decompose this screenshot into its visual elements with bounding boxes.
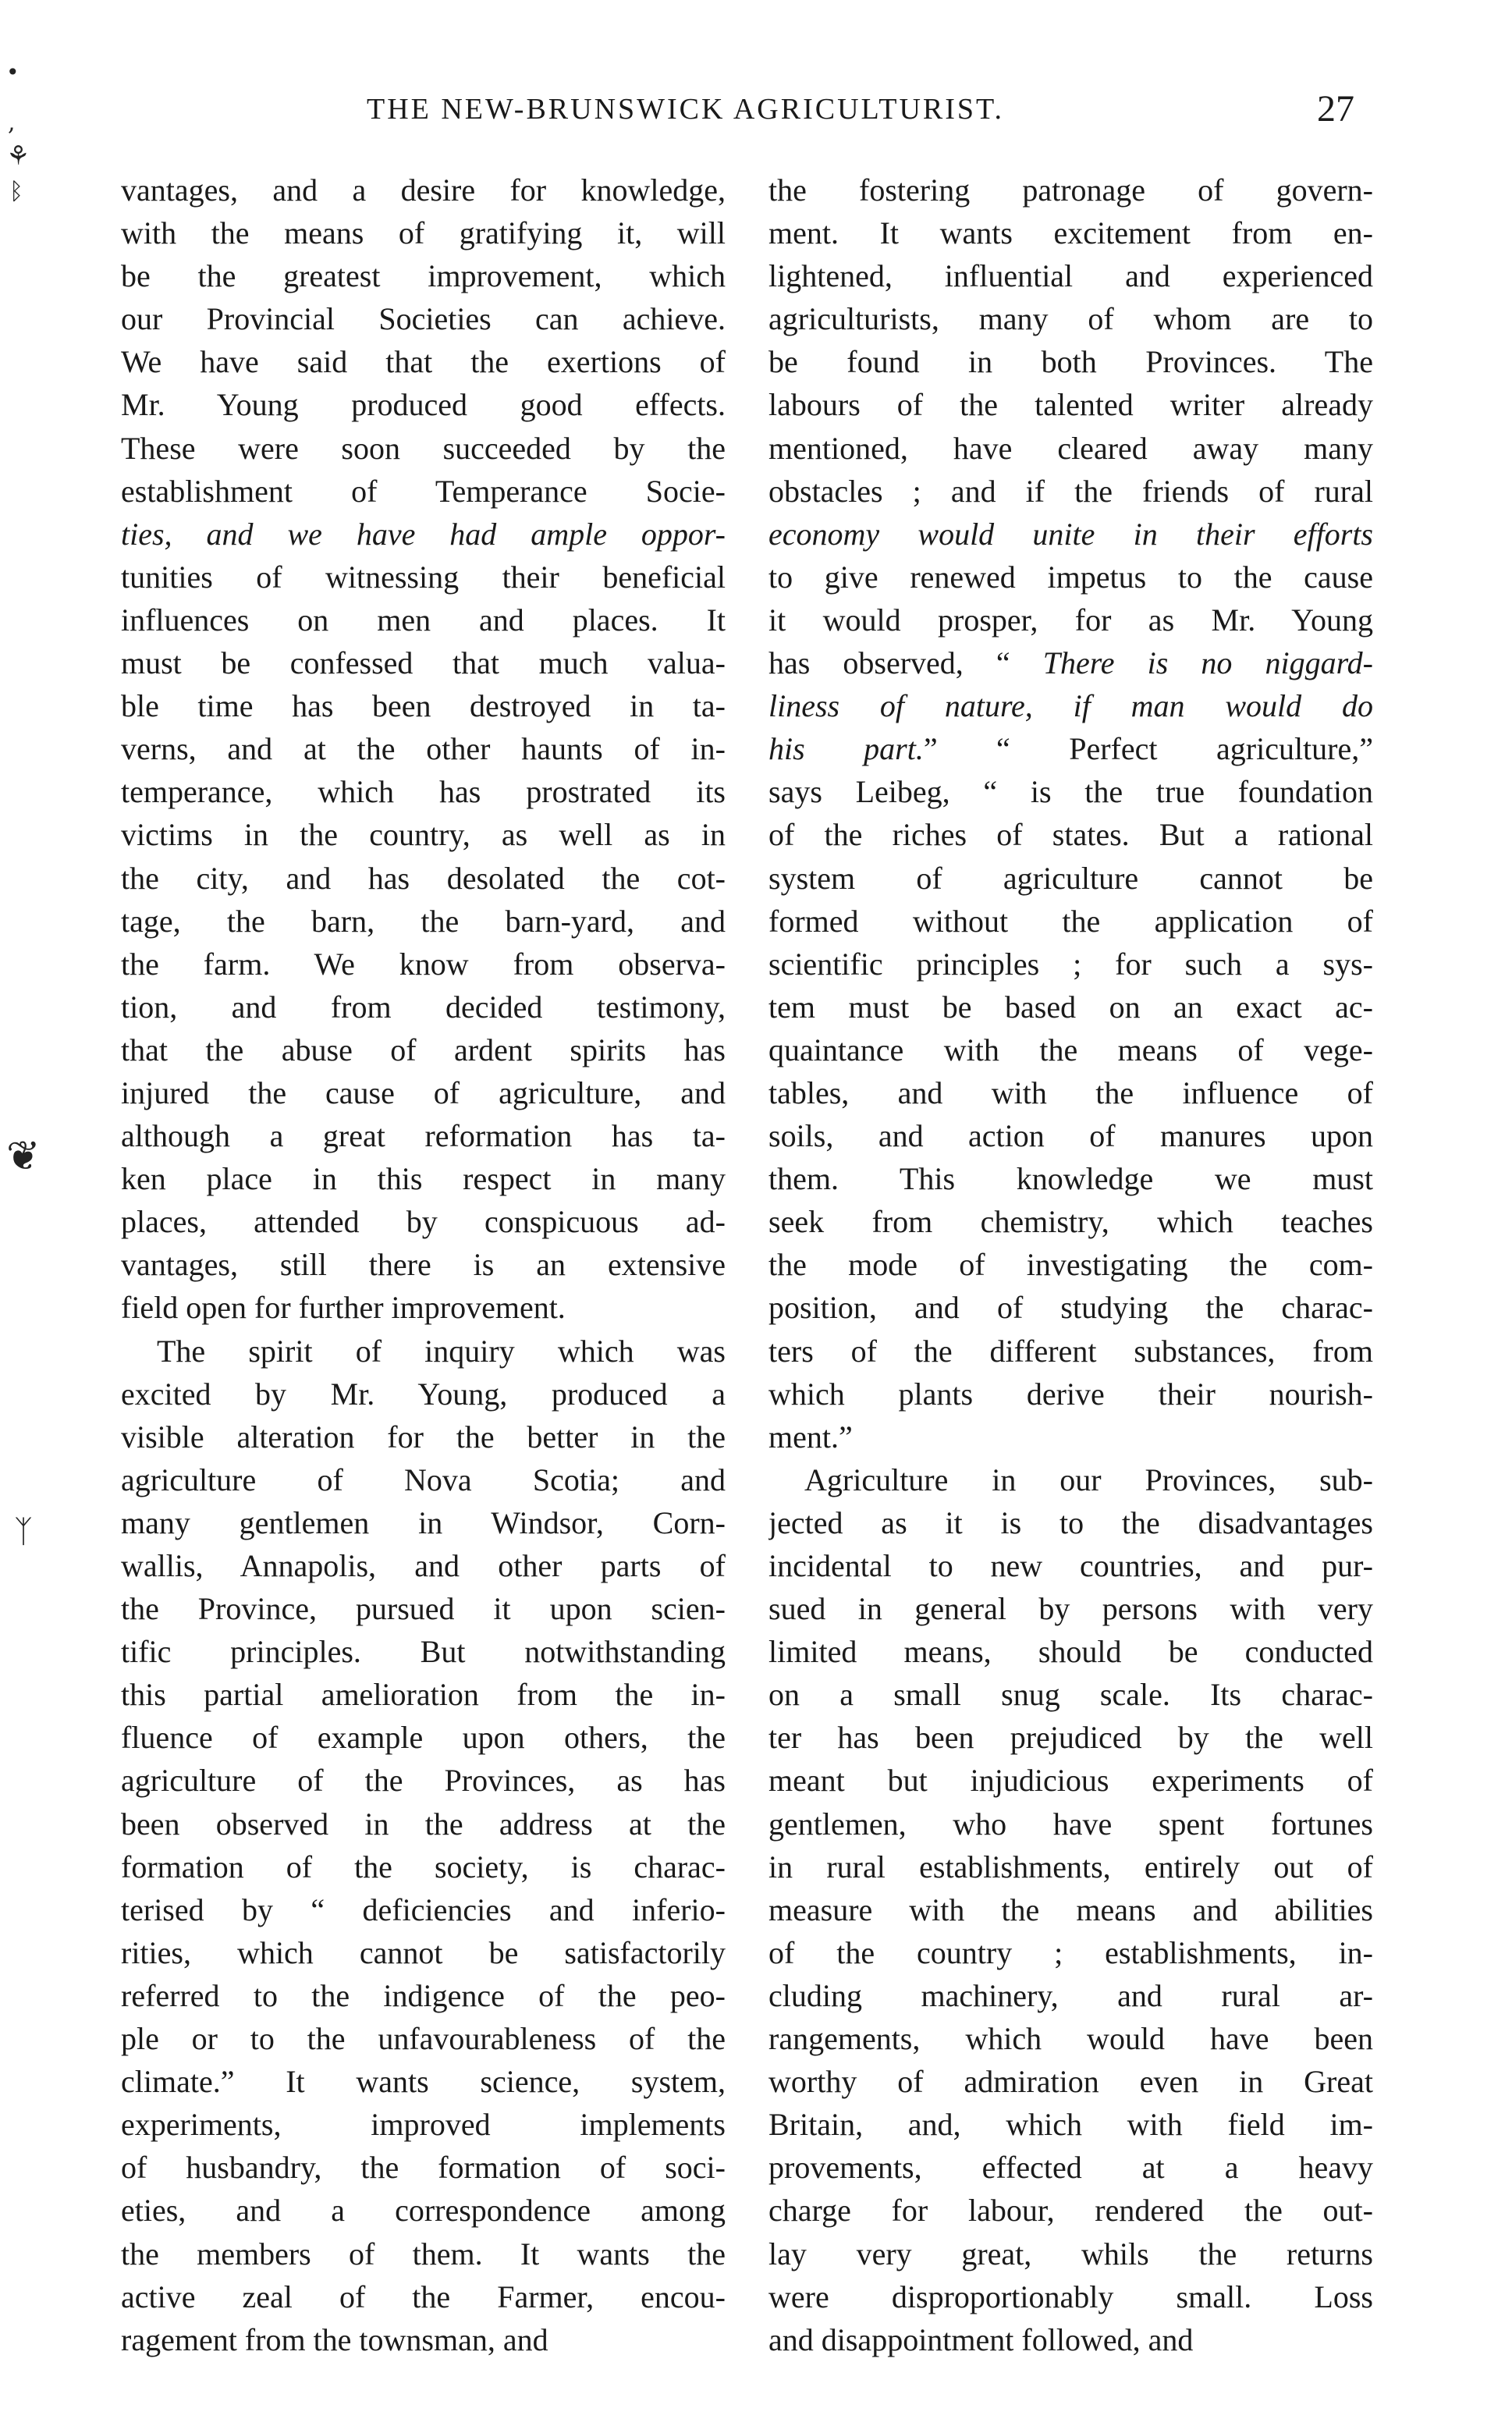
text-column-right — [768, 169, 1373, 2361]
text-line: of the riches of states. But a rational — [768, 817, 1373, 853]
text-line: Mr. Young produced good effects. — [121, 387, 726, 423]
text-line: Agriculture in our Provinces, sub- — [804, 1462, 1373, 1497]
text-line: has observed, “ There is no niggard- — [768, 645, 1373, 681]
text-line: experiments, improved implements — [121, 2107, 726, 2143]
text-line: says Leibeg, “ is the true foundation — [768, 774, 1373, 810]
text-line: seek from chemistry, which teaches — [768, 1204, 1373, 1240]
text-line: fluence of example upon others, the — [121, 1720, 726, 1756]
text-line: be the greatest improvement, which — [121, 258, 726, 294]
text-line: many gentlemen in Windsor, Corn- — [121, 1504, 726, 1540]
text-line: ragement from the townsman, and — [121, 2321, 548, 2357]
text-line: ken place in this respect in many — [121, 1161, 726, 1197]
text-line: although a great reformation has ta- — [121, 1118, 726, 1154]
text-line: ment. It wants excitement from en- — [768, 215, 1373, 251]
text-line: agriculturists, many of whom are to — [768, 301, 1373, 337]
text-line: places, attended by conspicuous ad- — [121, 1204, 726, 1240]
text-line: Britain, and, which with field im- — [768, 2107, 1373, 2143]
text-column-left — [121, 169, 726, 2361]
text-line: his part.” “ Perfect agriculture,” — [768, 731, 1373, 767]
text-line: the Province, pursued it upon scien- — [121, 1591, 726, 1627]
text-line: economy would unite in their efforts — [768, 516, 1373, 552]
text-line: were disproportionably small. Loss — [768, 2279, 1373, 2314]
margin-ink-mark: ᛒ — [9, 178, 23, 205]
text-line: obstacles ; and if the friends of rural — [768, 473, 1373, 509]
margin-ink-mark: ❦ — [6, 1133, 41, 1180]
text-line: injured the cause of agriculture, and — [121, 1074, 726, 1110]
text-line: referred to the indigence of the peo- — [121, 1977, 726, 2013]
text-line: system of agriculture cannot be — [768, 860, 1373, 896]
text-line: worthy of admiration even in Great — [768, 2064, 1373, 2100]
text-line: rities, which cannot be satisfactorily — [121, 1934, 726, 1970]
margin-ink-mark: • — [6, 59, 20, 85]
running-title: THE NEW-BRUNSWICK AGRICULTURIST. — [367, 93, 1004, 126]
text-line: agriculture of the Provinces, as has — [121, 1763, 726, 1799]
text-line: which plants derive their nourish- — [768, 1376, 1373, 1412]
text-line: terised by “ deficiencies and inferio- — [121, 1891, 726, 1927]
text-line: to give renewed impetus to the cause — [768, 559, 1373, 595]
margin-ink-mark: ᛉ — [14, 1514, 33, 1550]
text-line: the farm. We know from observa- — [121, 946, 726, 982]
text-line: must be confessed that much valua- — [121, 645, 726, 681]
text-line: These were soon succeeded by the — [121, 430, 726, 466]
text-line: ties, and we have had ample oppor- — [121, 516, 726, 552]
text-line: tunities of witnessing their beneficial — [121, 559, 726, 595]
text-line: soils, and action of manures upon — [768, 1118, 1373, 1154]
text-line: ple or to the unfavourableness of the — [121, 2021, 726, 2057]
text-line: in rural establishments, entirely out of — [768, 1849, 1373, 1884]
text-line: limited means, should be conducted — [768, 1634, 1373, 1670]
text-line: active zeal of the Farmer, encou- — [121, 2279, 726, 2314]
text-line: tem must be based on an exact ac- — [768, 989, 1373, 1025]
text-line: liness of nature, if man would do — [768, 688, 1373, 724]
text-line: our Provincial Societies can achieve. — [121, 301, 726, 337]
text-line: with the means of gratifying it, will — [121, 215, 726, 251]
text-line: the members of them. It wants the — [121, 2236, 726, 2271]
text-line: it would prosper, for as Mr. Young — [768, 602, 1373, 638]
text-line: position, and of studying the charac- — [768, 1290, 1373, 1326]
text-line: tables, and with the influence of — [768, 1074, 1373, 1110]
text-line: formed without the application of — [768, 903, 1373, 939]
text-line: and disappointment followed, and — [768, 2321, 1194, 2357]
text-line: rangements, which would have been — [768, 2021, 1373, 2057]
text-line: on a small snug scale. Its charac- — [768, 1677, 1373, 1713]
text-line: ter has been prejudiced by the well — [768, 1720, 1373, 1756]
text-line: them. This knowledge we must — [768, 1161, 1373, 1197]
text-line: ble time has been destroyed in ta- — [121, 688, 726, 724]
text-line: gentlemen, who have spent fortunes — [768, 1806, 1373, 1842]
text-line: victims in the country, as well as in — [121, 817, 726, 853]
margin-ink-mark: , — [8, 109, 16, 137]
text-line: wallis, Annapolis, and other parts of — [121, 1548, 726, 1583]
text-line: verns, and at the other haunts of in- — [121, 731, 726, 767]
text-line: incidental to new countries, and pur- — [768, 1548, 1373, 1583]
text-line: that the abuse of ardent spirits has — [121, 1032, 726, 1067]
text-line: The spirit of inquiry which was — [157, 1333, 726, 1369]
text-line: the mode of investigating the com- — [768, 1247, 1373, 1283]
text-line: lay very great, whils the returns — [768, 2236, 1373, 2271]
text-line: vantages, still there is an extensive — [121, 1247, 726, 1283]
text-line: scientific principles ; for such a sys- — [768, 946, 1373, 982]
text-line: of husbandry, the formation of soci- — [121, 2150, 726, 2186]
text-line: We have said that the exertions of — [121, 344, 726, 380]
text-line: tific principles. But notwithstanding — [121, 1634, 726, 1670]
text-line: labours of the talented writer already — [768, 387, 1373, 423]
text-line: tion, and from decided testimony, — [121, 989, 726, 1025]
text-line: charge for labour, rendered the out- — [768, 2193, 1373, 2229]
text-line: this partial amelioration from the in- — [121, 1677, 726, 1713]
text-line: the city, and has desolated the cot- — [121, 860, 726, 896]
text-line: lightened, influential and experienced — [768, 258, 1373, 294]
text-line: vantages, and a desire for knowledge, — [121, 172, 726, 208]
text-line: be found in both Provinces. The — [768, 344, 1373, 380]
text-line: excited by Mr. Young, produced a — [121, 1376, 726, 1412]
text-line: meant but injudicious experiments of — [768, 1763, 1373, 1799]
text-line: establishment of Temperance Socie- — [121, 473, 726, 509]
text-line: field open for further improvement. — [121, 1290, 566, 1326]
text-line: cluding machinery, and rural ar- — [768, 1977, 1373, 2013]
text-line: been observed in the address at the — [121, 1806, 726, 1842]
text-line: mentioned, have cleared away many — [768, 430, 1373, 466]
text-line: jected as it is to the disadvantages — [768, 1504, 1373, 1540]
page-number: 27 — [1317, 88, 1354, 130]
text-line: measure with the means and abilities — [768, 1891, 1373, 1927]
text-line: visible alteration for the better in the — [121, 1419, 726, 1455]
text-line: of the country ; establishments, in- — [768, 1934, 1373, 1970]
text-line: ters of the different substances, from — [768, 1333, 1373, 1369]
text-line: climate.” It wants science, system, — [121, 2064, 726, 2100]
text-line: agriculture of Nova Scotia; and — [121, 1462, 726, 1497]
text-line: formation of the society, is charac- — [121, 1849, 726, 1884]
text-line: influences on men and places. It — [121, 602, 726, 638]
text-line: sued in general by persons with very — [768, 1591, 1373, 1627]
text-line: provements, effected at a heavy — [768, 2150, 1373, 2186]
text-line: tage, the barn, the barn-yard, and — [121, 903, 726, 939]
text-line: ment.” — [768, 1419, 853, 1455]
text-line: the fostering patronage of govern- — [768, 172, 1373, 208]
text-line: quaintance with the means of vege- — [768, 1032, 1373, 1067]
margin-ink-mark: ⚘ — [6, 140, 30, 172]
text-line: temperance, which has prostrated its — [121, 774, 726, 810]
text-line: eties, and a correspondence among — [121, 2193, 726, 2229]
